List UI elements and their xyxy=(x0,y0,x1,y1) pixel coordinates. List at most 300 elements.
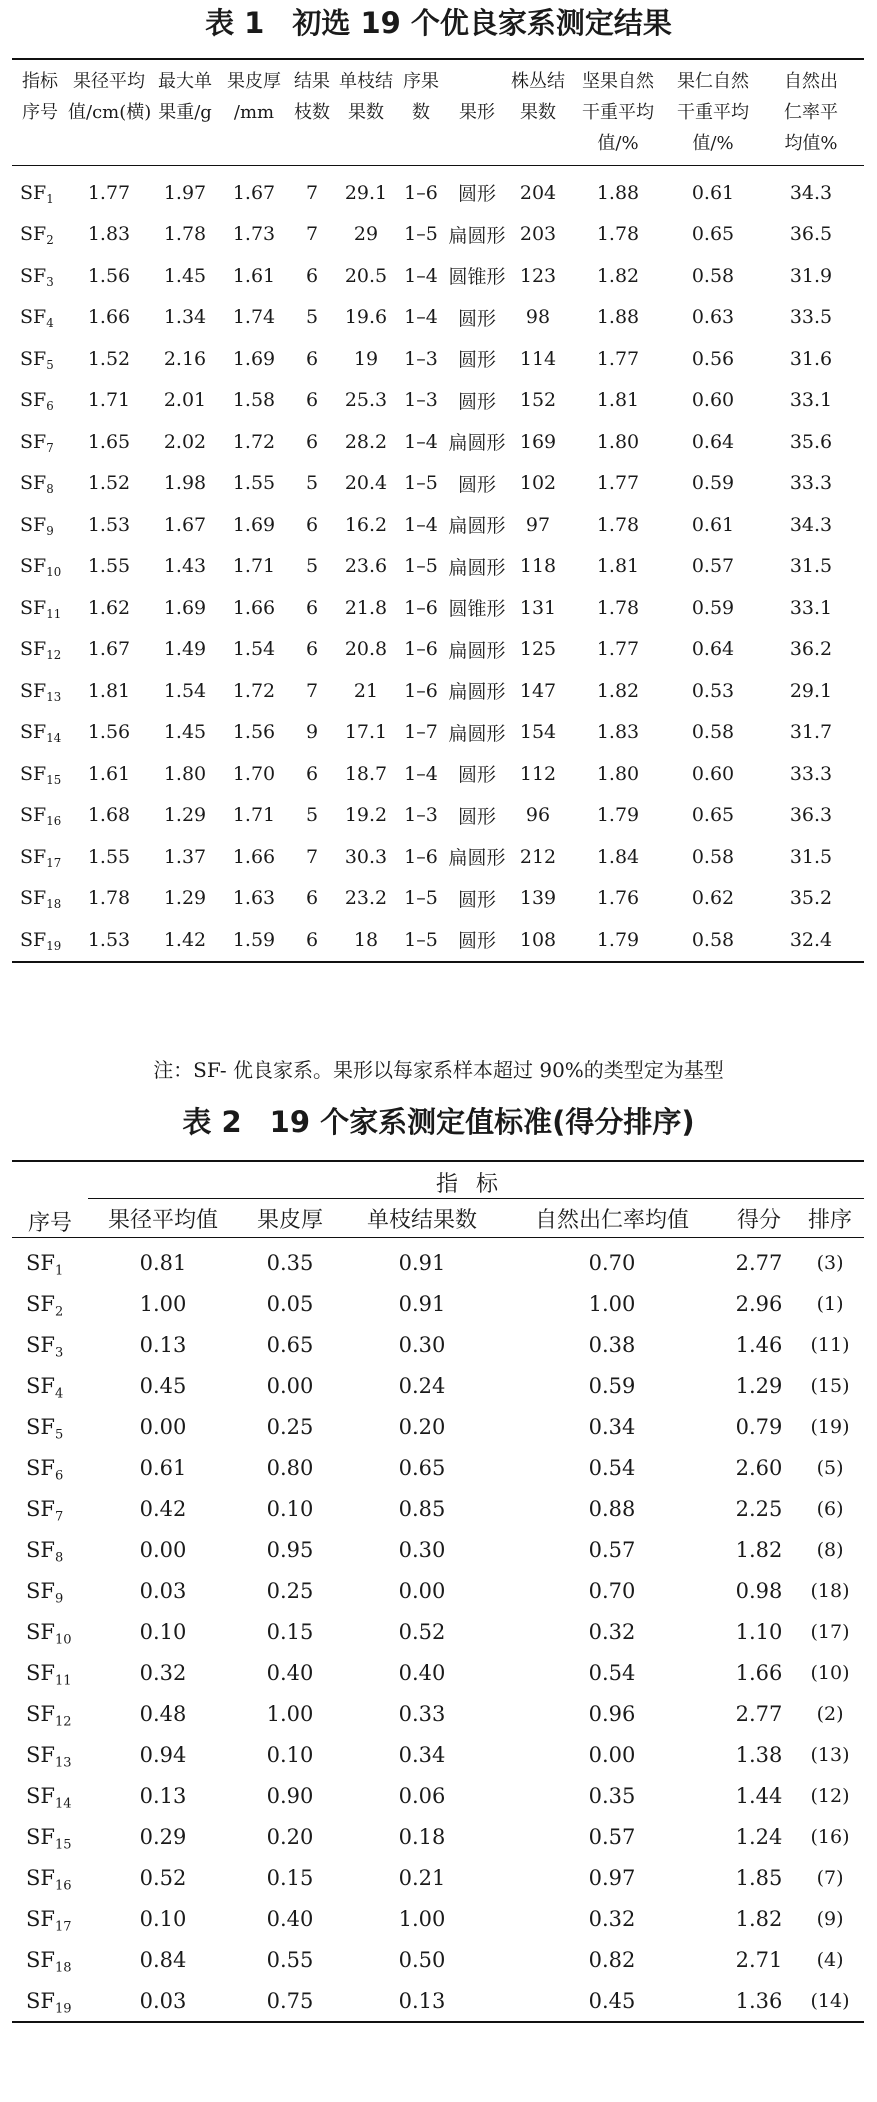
row-code xyxy=(12,1365,88,1406)
table1-cell: 1.78 xyxy=(163,223,207,246)
row-code xyxy=(12,587,68,629)
table2-cell: 0.35 xyxy=(588,1783,636,1808)
table2-cell: 0.57 xyxy=(588,1824,636,1849)
table2-cell: 0.35 xyxy=(266,1250,314,1275)
table2-cell: 0.85 xyxy=(398,1496,446,1521)
table1-header-row xyxy=(12,59,864,166)
table1-cell: 1.52 xyxy=(87,347,131,370)
table2-cell: 2.96 xyxy=(735,1291,783,1316)
row-code-prefix: SF xyxy=(26,1250,55,1275)
table1-row xyxy=(12,836,864,878)
table1-header-cell: 坚果自然 干重平均 值/% xyxy=(568,59,668,166)
table1-cell: 0.60 xyxy=(691,762,735,785)
table2-cell: (5) xyxy=(816,1456,844,1479)
row-code-subscript: 2 xyxy=(46,233,54,248)
table1-cell: 1.69 xyxy=(232,513,276,536)
row-code-prefix: SF xyxy=(26,1742,55,1767)
table1-cell: 1.88 xyxy=(596,306,640,329)
table1-cell: 125 xyxy=(519,638,557,661)
row-code xyxy=(12,1857,88,1898)
table2 xyxy=(12,1160,864,2023)
table1-row xyxy=(12,753,864,795)
table2-header-cell: 果径平均值 xyxy=(88,1199,238,1238)
table1-cell: 2.16 xyxy=(163,347,207,370)
table2-cell: 0.18 xyxy=(398,1824,446,1849)
row-code-prefix: SF xyxy=(26,1783,55,1808)
table2-cell: 0.00 xyxy=(139,1537,187,1562)
table1-cell: 147 xyxy=(519,679,557,702)
table1-cell: 6 xyxy=(305,596,319,619)
table1-header-cell: 果形 xyxy=(446,59,508,166)
table1-cell: 1.56 xyxy=(232,721,276,744)
row-code xyxy=(12,1238,88,1284)
table1-cell: 19.6 xyxy=(344,306,388,329)
table2-cell: (9) xyxy=(816,1907,844,1930)
table1-cell: 1.78 xyxy=(596,596,640,619)
table2-cell: 0.65 xyxy=(398,1455,446,1480)
table2-cell: 1.46 xyxy=(735,1332,783,1357)
row-code-prefix: SF xyxy=(20,555,47,578)
table1-cell: 29.1 xyxy=(344,181,388,204)
row-code xyxy=(12,1693,88,1734)
table1-cell: 5 xyxy=(305,555,319,578)
row-code xyxy=(12,1898,88,1939)
table1-cell: 6 xyxy=(305,347,319,370)
table2-row xyxy=(12,1939,864,1980)
table1-cell: 33.1 xyxy=(789,596,833,619)
table2-cell: 0.81 xyxy=(139,1250,187,1275)
table1-cell: 169 xyxy=(519,430,557,453)
table1-cell: 1.56 xyxy=(87,721,131,744)
row-code xyxy=(12,338,68,380)
row-code-subscript: 1 xyxy=(46,191,54,206)
table2-cell: 0.25 xyxy=(266,1578,314,1603)
table2-row-header: 序号 xyxy=(12,1161,88,1238)
table1-cell: 1.76 xyxy=(596,887,640,910)
table1-cell: 18 xyxy=(353,928,379,951)
row-code xyxy=(12,1406,88,1447)
table1-cell: 2.01 xyxy=(163,389,207,412)
table1-header-cell: 果皮厚 /mm xyxy=(220,59,288,166)
table1-cell: 36.5 xyxy=(789,223,833,246)
table2-cell: 0.82 xyxy=(588,1947,636,1972)
row-code xyxy=(12,1283,88,1324)
table1-cell: 31.5 xyxy=(789,555,833,578)
table2-cell: 0.32 xyxy=(588,1906,636,1931)
row-code-subscript: 3 xyxy=(54,1345,64,1361)
table2-cell: (15) xyxy=(810,1374,850,1397)
table2-cell: (2) xyxy=(816,1702,844,1725)
table1-cell: 1–6 xyxy=(404,181,438,204)
table1-cell: 33.1 xyxy=(789,389,833,412)
row-code xyxy=(12,1980,88,2022)
table1-cell: 扁圆形 xyxy=(448,681,506,704)
row-code xyxy=(12,380,68,422)
table1-cell: 1.43 xyxy=(163,555,207,578)
table2-cell: 1.00 xyxy=(139,1291,187,1316)
table2-cell: 0.59 xyxy=(588,1373,636,1398)
row-code-prefix: SF xyxy=(26,1824,55,1849)
table2-cell: (13) xyxy=(810,1743,850,1766)
table2-cell: 0.13 xyxy=(398,1988,446,2013)
table2-cell: 0.40 xyxy=(266,1660,314,1685)
table1-row xyxy=(12,504,864,546)
table1-cell: 扁圆形 xyxy=(448,515,506,538)
table2-cell: (19) xyxy=(810,1415,850,1438)
table2-cell: 2.77 xyxy=(735,1701,783,1726)
table1-cell: 6 xyxy=(305,928,319,951)
table1-cell: 25.3 xyxy=(344,389,388,412)
table2-caption-title: 19 个家系测定值标准(得分排序) xyxy=(269,1105,695,1139)
table1-caption-title: 初选 19 个优良家系测定结果 xyxy=(292,6,672,40)
table2-cell: 0.50 xyxy=(398,1947,446,1972)
table2-cell: 0.45 xyxy=(588,1988,636,2013)
table1 xyxy=(12,58,864,963)
table1-cell: 32.4 xyxy=(789,928,833,951)
row-code-subscript: 16 xyxy=(46,814,62,829)
table1-cell: 1.52 xyxy=(87,472,131,495)
table1-cell: 1.77 xyxy=(87,181,131,204)
table1-cell: 96 xyxy=(525,804,551,827)
row-code-prefix: SF xyxy=(26,1906,55,1931)
row-code-prefix: SF xyxy=(20,181,47,204)
table2-cell: (7) xyxy=(816,1866,844,1889)
table1-cell: 1.62 xyxy=(87,596,131,619)
table2-cell: 0.40 xyxy=(398,1660,446,1685)
table2-row xyxy=(12,1447,864,1488)
table1-cell: 19 xyxy=(353,347,379,370)
table1-cell: 1.80 xyxy=(596,762,640,785)
table2-cell: 2.25 xyxy=(735,1496,783,1521)
table2-cell: 0.10 xyxy=(266,1496,314,1521)
row-code xyxy=(12,166,68,214)
table1-cell: 21.8 xyxy=(344,596,388,619)
table1-cell: 扁圆形 xyxy=(448,639,506,662)
table2-cell: 2.60 xyxy=(735,1455,783,1480)
table1-cell: 1.55 xyxy=(87,845,131,868)
table1-caption-label: 表 1 xyxy=(205,6,265,40)
row-code-subscript: 17 xyxy=(54,1919,72,1935)
table2-cell: 0.48 xyxy=(139,1701,187,1726)
row-code xyxy=(12,670,68,712)
row-code-subscript: 19 xyxy=(54,2001,72,2017)
table1-cell: 34.3 xyxy=(789,181,833,204)
row-code xyxy=(12,297,68,339)
table2-cell: 0.97 xyxy=(588,1865,636,1890)
table1-cell: 1.29 xyxy=(163,887,207,910)
table1-cell: 16.2 xyxy=(344,513,388,536)
row-code-prefix: SF xyxy=(20,804,47,827)
table2-cell: 0.96 xyxy=(588,1701,636,1726)
row-code-subscript: 9 xyxy=(54,1591,64,1607)
row-code xyxy=(12,1570,88,1611)
table2-row xyxy=(12,1529,864,1570)
table1-cell: 131 xyxy=(519,596,557,619)
table2-cell: (17) xyxy=(810,1620,850,1643)
table2-cell: 0.79 xyxy=(735,1414,783,1439)
row-code xyxy=(12,1324,88,1365)
table1-cell: 1.74 xyxy=(232,306,276,329)
table1-cell: 1.58 xyxy=(232,389,276,412)
row-code-subscript: 19 xyxy=(46,938,62,953)
row-code-prefix: SF xyxy=(20,928,47,951)
row-code xyxy=(12,753,68,795)
table1-cell: 102 xyxy=(519,472,557,495)
row-code-prefix: SF xyxy=(20,513,47,536)
table1-cell: 1.79 xyxy=(596,928,640,951)
table1-cell: 17.1 xyxy=(344,721,388,744)
table1-cell: 1.42 xyxy=(163,928,207,951)
table2-cell: (6) xyxy=(816,1497,844,1520)
row-code-prefix: SF xyxy=(26,1865,55,1890)
row-code-prefix: SF xyxy=(26,1578,55,1603)
table2-cell: 0.15 xyxy=(266,1619,314,1644)
table2-cell: 1.38 xyxy=(735,1742,783,1767)
row-code-prefix: SF xyxy=(26,1414,55,1439)
table2-cell: 0.61 xyxy=(139,1455,187,1480)
table1-cell: 6 xyxy=(305,389,319,412)
row-code-subscript: 12 xyxy=(54,1714,72,1730)
table1-cell: 118 xyxy=(519,555,557,578)
row-code xyxy=(12,421,68,463)
table2-cell: 0.57 xyxy=(588,1537,636,1562)
row-code-subscript: 18 xyxy=(46,897,62,912)
table2-row xyxy=(12,1488,864,1529)
table2-cell: 0.32 xyxy=(588,1619,636,1644)
table1-cell: 33.3 xyxy=(789,472,833,495)
table1-cell: 扁圆形 xyxy=(448,432,506,455)
row-code xyxy=(12,1611,88,1652)
table1-cell: 33.3 xyxy=(789,762,833,785)
table2-cell: (18) xyxy=(810,1579,850,1602)
table2-cell: 0.54 xyxy=(588,1455,636,1480)
table2-cell: 0.84 xyxy=(139,1947,187,1972)
table2-cell: 0.94 xyxy=(139,1742,187,1767)
row-code xyxy=(12,1488,88,1529)
row-code-subscript: 8 xyxy=(54,1550,64,1566)
table1-cell: 0.57 xyxy=(691,555,735,578)
table1-cell: 33.5 xyxy=(789,306,833,329)
table1-cell: 114 xyxy=(519,347,557,370)
table1-cell: 1.61 xyxy=(232,264,276,287)
table2-cell: 0.21 xyxy=(398,1865,446,1890)
table1-cell: 1.80 xyxy=(163,762,207,785)
table1-cell: 31.5 xyxy=(789,845,833,868)
table1-cell: 1.70 xyxy=(232,762,276,785)
row-code-prefix: SF xyxy=(26,1496,55,1521)
table1-cell: 1–4 xyxy=(404,264,438,287)
table1-cell: 1.88 xyxy=(596,181,640,204)
row-code-subscript: 5 xyxy=(54,1427,64,1443)
table1-cell: 0.58 xyxy=(691,928,735,951)
row-code-prefix: SF xyxy=(20,306,47,329)
table1-cell: 圆形 xyxy=(457,805,496,828)
table1-cell: 1.72 xyxy=(232,679,276,702)
table1-cell: 1.81 xyxy=(87,679,131,702)
table1-cell: 152 xyxy=(519,389,557,412)
row-code-subscript: 7 xyxy=(46,440,54,455)
table1-cell: 圆形 xyxy=(457,307,496,330)
table1-cell: 1–4 xyxy=(404,430,438,453)
table1-cell: 扁圆形 xyxy=(448,224,506,247)
table1-cell: 0.60 xyxy=(691,389,735,412)
table2-cell: 0.98 xyxy=(735,1578,783,1603)
table2-cell: 1.00 xyxy=(398,1906,446,1931)
row-code xyxy=(12,712,68,754)
row-code xyxy=(12,546,68,588)
table2-cell: (10) xyxy=(810,1661,850,1684)
table2-row xyxy=(12,1324,864,1365)
table1-row xyxy=(12,166,864,214)
table2-cell: 1.85 xyxy=(735,1865,783,1890)
table1-cell: 1.81 xyxy=(596,389,640,412)
table1-cell: 0.65 xyxy=(691,804,735,827)
table1-cell: 圆形 xyxy=(457,473,496,496)
table1-row xyxy=(12,587,864,629)
row-code-subscript: 11 xyxy=(46,606,62,621)
table2-cell: 1.00 xyxy=(266,1701,314,1726)
table1-cell: 1–5 xyxy=(404,472,438,495)
table2-cell: 0.75 xyxy=(266,1988,314,2013)
row-code-subscript: 13 xyxy=(46,689,62,704)
table1-cell: 0.64 xyxy=(691,430,735,453)
row-code-subscript: 7 xyxy=(54,1509,64,1525)
table2-cell: 0.40 xyxy=(266,1906,314,1931)
table1-cell: 6 xyxy=(305,887,319,910)
row-code-subscript: 14 xyxy=(54,1796,72,1812)
row-code xyxy=(12,214,68,256)
table1-cell: 28.2 xyxy=(344,430,388,453)
table1-cell: 1–6 xyxy=(404,845,438,868)
table2-cell: (1) xyxy=(816,1292,844,1315)
table2-caption xyxy=(0,1105,877,1139)
table1-header-cell: 果径平均 值/cm(横) xyxy=(68,59,150,166)
table2-row xyxy=(12,1652,864,1693)
table2-row xyxy=(12,1283,864,1324)
row-code-subscript: 1 xyxy=(54,1263,64,1279)
table1-cell: 1–4 xyxy=(404,306,438,329)
table1-row xyxy=(12,629,864,671)
table2-row xyxy=(12,1406,864,1447)
table1-cell: 扁圆形 xyxy=(448,847,506,870)
table1-cell: 23.6 xyxy=(344,555,388,578)
table2-cell: 1.10 xyxy=(735,1619,783,1644)
table1-header-cell: 最大单 果重/g xyxy=(150,59,220,166)
table1-cell: 1.79 xyxy=(596,804,640,827)
table2-row xyxy=(12,1693,864,1734)
table2-cell: 0.34 xyxy=(398,1742,446,1767)
table1-row xyxy=(12,421,864,463)
row-code xyxy=(12,1775,88,1816)
table2-cell: 0.10 xyxy=(266,1742,314,1767)
table2-cell: 0.00 xyxy=(139,1414,187,1439)
table1-row xyxy=(12,214,864,256)
table1-cell: 0.65 xyxy=(691,223,735,246)
table2-row xyxy=(12,1857,864,1898)
table1-cell: 1.69 xyxy=(232,347,276,370)
table2-cell: 0.05 xyxy=(266,1291,314,1316)
row-code-prefix: SF xyxy=(26,1947,55,1972)
table1-cell: 21 xyxy=(353,679,379,702)
table2-cell: (16) xyxy=(810,1825,850,1848)
table1-cell: 0.62 xyxy=(691,887,735,910)
table1-cell: 29 xyxy=(353,223,379,246)
table1-cell: 7 xyxy=(305,181,319,204)
table2-header-cell: 单枝结果数 xyxy=(342,1199,502,1238)
table2-row xyxy=(12,1775,864,1816)
table2-cell: (4) xyxy=(816,1948,844,1971)
table2-cell: 0.55 xyxy=(266,1947,314,1972)
row-code-prefix: SF xyxy=(26,1332,55,1357)
table1-body xyxy=(12,166,864,962)
table1-cell: 1.81 xyxy=(596,555,640,578)
table2-row xyxy=(12,1570,864,1611)
table2-cell: 0.13 xyxy=(139,1783,187,1808)
table2-row xyxy=(12,1238,864,1284)
table1-cell: 6 xyxy=(305,638,319,661)
row-code-subscript: 14 xyxy=(46,731,62,746)
table1-cell: 1.29 xyxy=(163,804,207,827)
row-code-prefix: SF xyxy=(20,845,47,868)
table2-cell: 0.38 xyxy=(588,1332,636,1357)
row-code-subscript: 6 xyxy=(46,399,54,414)
table1-cell: 1.83 xyxy=(87,223,131,246)
table1-cell: 0.58 xyxy=(691,264,735,287)
table1-cell: 1.72 xyxy=(232,430,276,453)
table1-cell: 扁圆形 xyxy=(448,722,506,745)
row-code-prefix: SF xyxy=(20,679,47,702)
table1-header-cell: 果仁自然 干重平均 值/% xyxy=(668,59,758,166)
table1-cell: 1.77 xyxy=(596,347,640,370)
table2-cell: 0.00 xyxy=(266,1373,314,1398)
table2-cell: 1.36 xyxy=(735,1988,783,2013)
table1-cell: 1.54 xyxy=(163,679,207,702)
table1-header-cell: 结果 枝数 xyxy=(288,59,336,166)
table1-header-cell: 指标 序号 xyxy=(12,59,68,166)
table1-cell: 30.3 xyxy=(344,845,388,868)
row-code-prefix: SF xyxy=(20,472,47,495)
table1-row xyxy=(12,338,864,380)
table1-cell: 108 xyxy=(519,928,557,951)
table2-row xyxy=(12,1898,864,1939)
table1-cell: 1.69 xyxy=(163,596,207,619)
table1-cell: 1.56 xyxy=(87,264,131,287)
table1-cell: 1–5 xyxy=(404,223,438,246)
table1-cell: 1.53 xyxy=(87,513,131,536)
table1-cell: 31.9 xyxy=(789,264,833,287)
table1-cell: 1.80 xyxy=(596,430,640,453)
table2-cell: 0.29 xyxy=(139,1824,187,1849)
table2-body xyxy=(12,1238,864,2023)
row-code-prefix: SF xyxy=(26,1701,55,1726)
table2-header-cell: 自然出仁率均值 xyxy=(502,1199,722,1238)
table2-cell: (14) xyxy=(810,1989,850,2012)
table1-cell: 1.55 xyxy=(87,555,131,578)
table1-cell: 1.97 xyxy=(163,181,207,204)
table1-cell: 7 xyxy=(305,845,319,868)
table2-cell: 2.71 xyxy=(735,1947,783,1972)
row-code xyxy=(12,1734,88,1775)
table1-cell: 圆形 xyxy=(457,349,496,372)
row-code-prefix: SF xyxy=(26,1660,55,1685)
table1-cell: 31.7 xyxy=(789,721,833,744)
table2-cell: 0.90 xyxy=(266,1783,314,1808)
table1-row xyxy=(12,795,864,837)
row-code-prefix: SF xyxy=(20,721,47,744)
table1-cell: 1.66 xyxy=(87,306,131,329)
row-code xyxy=(12,1652,88,1693)
table2-cell: 0.25 xyxy=(266,1414,314,1439)
